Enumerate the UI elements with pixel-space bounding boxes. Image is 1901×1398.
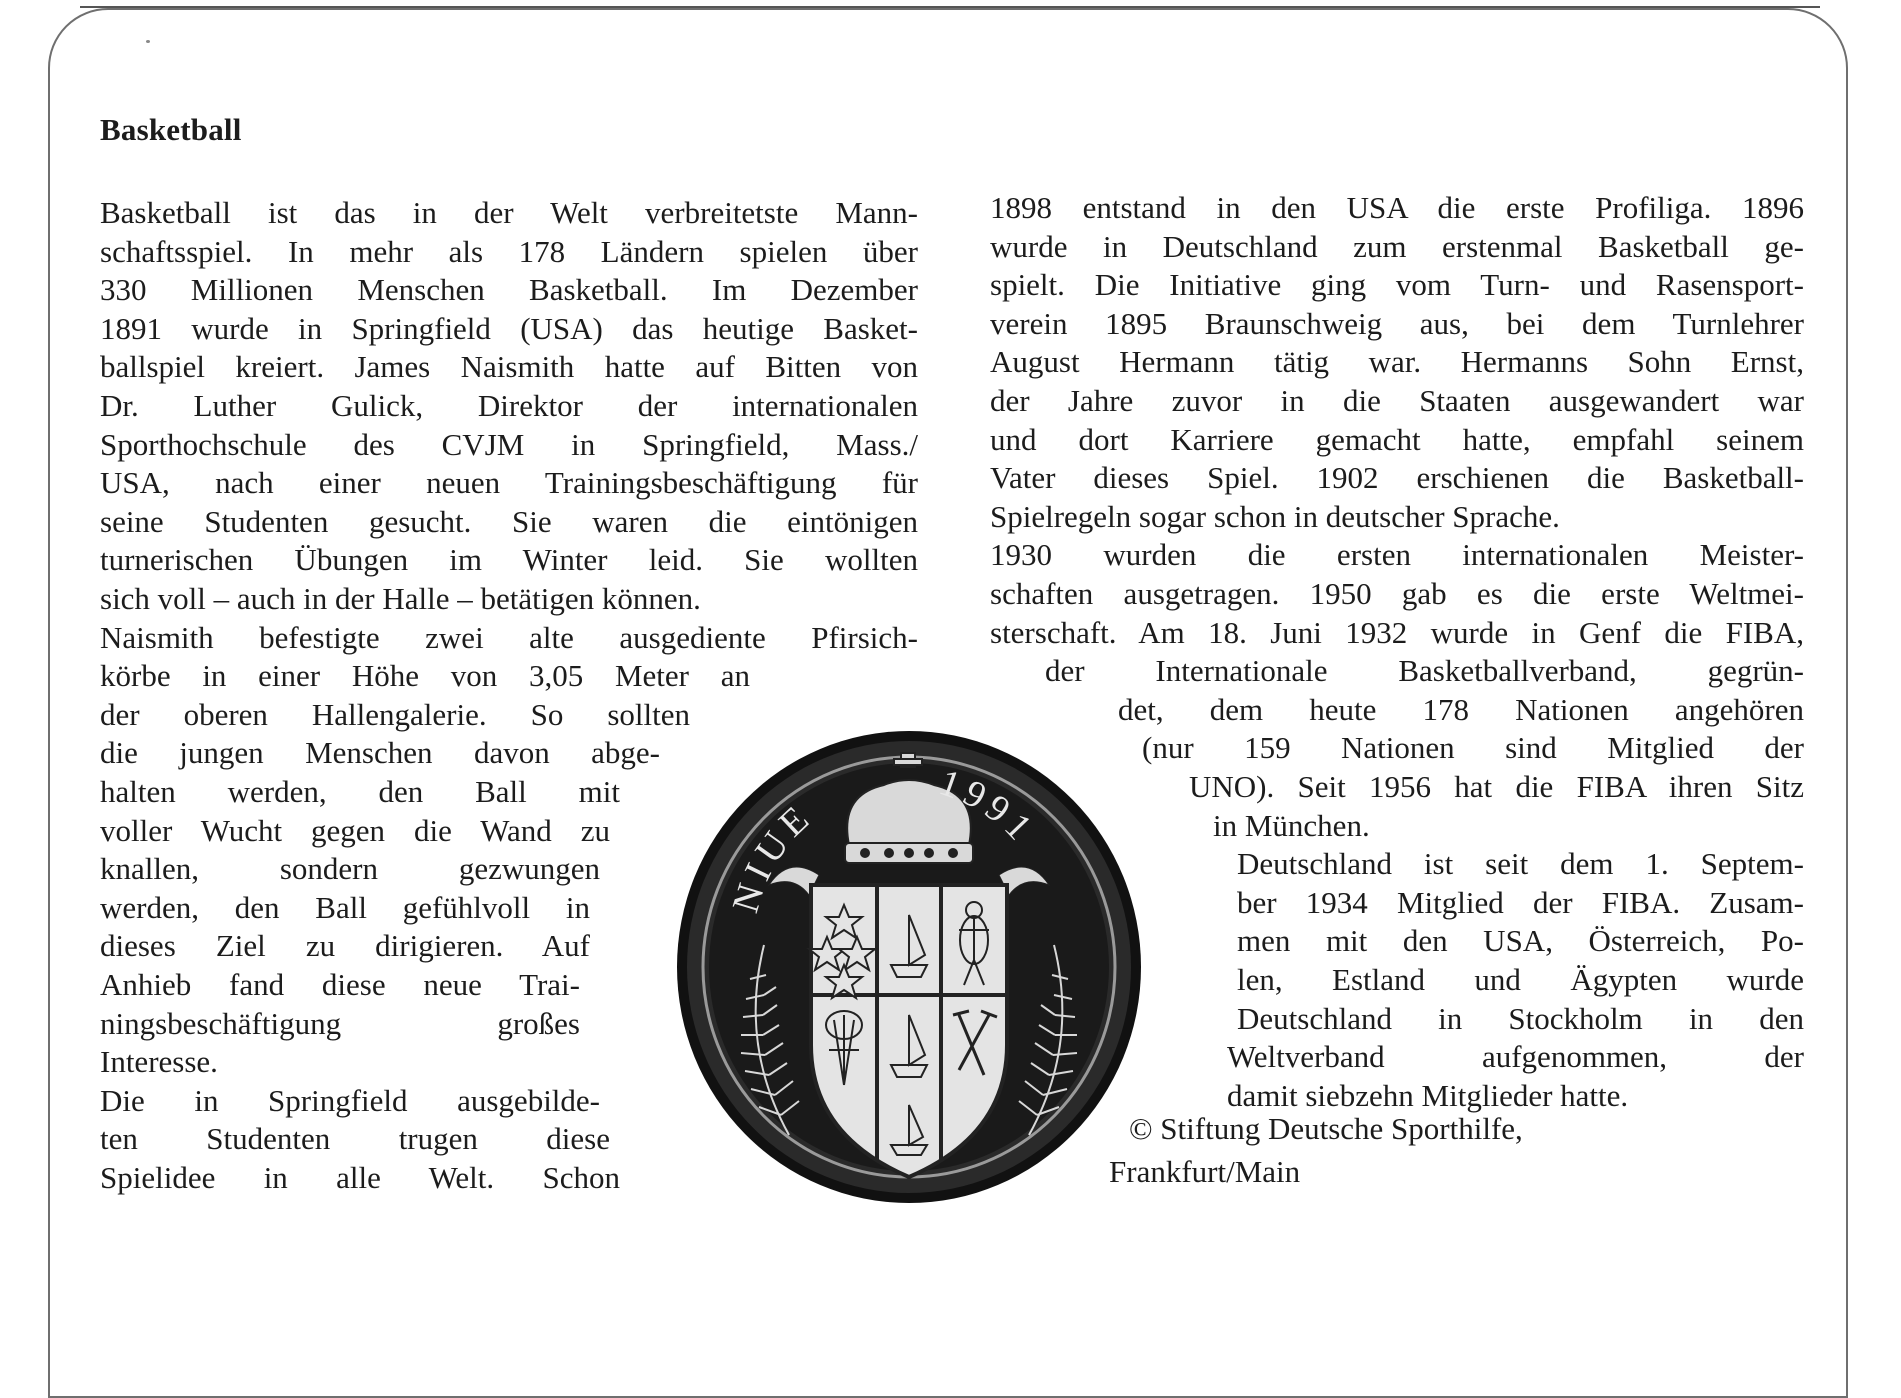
right-text-line: Spielregeln sogar schon in deutscher Sprache.: [990, 498, 1560, 534]
credit-line-1: © Stiftung Deutsche Sporthilfe,: [1129, 1111, 1523, 1146]
right-text-line: 1898 entstand in den USA die erste Profiliga. 1896: [990, 190, 1804, 225]
right-text-line: 1930 wurden die ersten internationalen Meister-: [990, 537, 1804, 573]
left-text-line: seine Studenten gesucht. Sie waren die eintönigen: [100, 503, 918, 539]
scan-speck: [146, 40, 150, 43]
coin-left-arc-text: NIUE: [724, 794, 822, 918]
left-text-line: Anhieb fand diese neue Trai-: [100, 967, 580, 1002]
top-rule: [80, 6, 1820, 8]
left-text-line: voller Wucht gegen die Wand zu: [100, 812, 610, 848]
right-text-line: sterschaft. Am 18. Juni 1932 wurde in Genf die FIBA,: [990, 614, 1804, 650]
right-text-line: men mit den USA, Österreich, Po-: [1237, 923, 1804, 959]
left-text-line: turnerischen Übungen im Winter leid. Sie wollten: [100, 542, 918, 578]
right-text-line: spielt. Die Initiative ging vom Turn- und Rasensport-: [990, 267, 1804, 303]
coin-image: [669, 715, 1145, 1205]
left-text-line: ningsbeschäftigung großes: [100, 1005, 580, 1041]
left-text-line: Die in Springfield ausgebilde-: [100, 1082, 600, 1118]
left-text-line: dieses Ziel zu dirigieren. Auf: [100, 928, 590, 964]
left-text-line: schaftsspiel. In mehr als 178 Ländern spielen über: [100, 233, 918, 269]
left-text-line: Spielidee in alle Welt. Schon: [100, 1160, 620, 1195]
page-title: Basketball: [100, 112, 242, 147]
credit-line-2: Frankfurt/Main: [1109, 1154, 1301, 1189]
right-text-line: Deutschland ist seit dem 1. Septem-: [1237, 846, 1804, 882]
left-text-line: knallen, sondern gezwungen: [100, 851, 600, 887]
left-text-line: Naismith befestigte zwei alte ausgediente Pfirsich-: [100, 619, 918, 655]
right-text-line: in München.: [1213, 807, 1370, 843]
right-text-line: UNO). Seit 1956 hat die FIBA ihren Sitz: [1189, 769, 1804, 804]
left-text-line: werden, den Ball gefühlvoll in: [100, 889, 590, 925]
right-text-line: schaften ausgetragen. 1950 gab es die erste Weltmei-: [990, 576, 1804, 611]
left-text-line: Sporthochschule des CVJM in Springfield, Mass./: [100, 426, 918, 462]
left-text-line: der oberen Hallengalerie. So sollten: [100, 696, 690, 732]
right-text-line: (nur 159 Nationen sind Mitglied der: [1142, 730, 1804, 766]
right-text-line: der Jahre zuvor in die Staaten ausgewandert war: [990, 383, 1804, 418]
right-text-line: der Internationale Basketballverband, gegrün-: [1045, 653, 1804, 689]
left-text-line: die jungen Menschen davon abge-: [100, 735, 660, 771]
right-text-line: und dort Karriere gemacht hatte, empfahl seinem: [990, 421, 1804, 457]
right-text-line: Vater dieses Spiel. 1902 erschienen die Basketball-: [990, 460, 1804, 496]
left-text-line: Basketball ist das in der Welt verbreitetste Mann-: [100, 195, 918, 230]
right-text-line: verein 1895 Braunschweig aus, bei dem Turnlehrer: [990, 305, 1804, 341]
right-text-line: ber 1934 Mitglied der FIBA. Zusam-: [1237, 884, 1804, 920]
right-text-line: wurde in Deutschland zum erstenmal Basketball ge-: [990, 228, 1804, 264]
left-text-line: halten werden, den Ball mit: [100, 774, 620, 809]
coin-right-arc-text: 1991: [934, 761, 1044, 853]
left-text-line: ten Studenten trugen diese: [100, 1121, 610, 1157]
right-text-line: damit siebzehn Mitglieder hatte.: [1227, 1077, 1629, 1113]
left-text-line: sich voll – auch in der Halle – betätigen können.: [100, 581, 701, 616]
left-text-line: Interesse.: [100, 1044, 218, 1080]
right-text-line: Deutschland in Stockholm in den: [1237, 1000, 1804, 1036]
left-text-line: ballspiel kreiert. James Naismith hatte auf Bitten von: [100, 349, 918, 385]
left-text-line: Dr. Luther Gulick, Direktor der internationalen: [100, 388, 918, 423]
right-text-line: August Hermann tätig war. Hermanns Sohn Ernst,: [990, 344, 1804, 380]
left-text-line: 1891 wurde in Springfield (USA) das heutige Basket-: [100, 310, 918, 346]
right-text-line: len, Estland und Ägypten wurde: [1237, 962, 1804, 997]
right-text-line: det, dem heute 178 Nationen angehören: [1118, 691, 1804, 727]
left-text-line: körbe in einer Höhe von 3,05 Meter an: [100, 658, 750, 694]
coin-svg: [669, 715, 1145, 1205]
left-text-line: 330 Millionen Menschen Basketball. Im Dezember: [100, 272, 918, 308]
left-text-line: USA, nach einer neuen Trainingsbeschäftigung für: [100, 465, 918, 501]
right-text-line: Weltverband aufgenommen, der: [1227, 1039, 1804, 1075]
